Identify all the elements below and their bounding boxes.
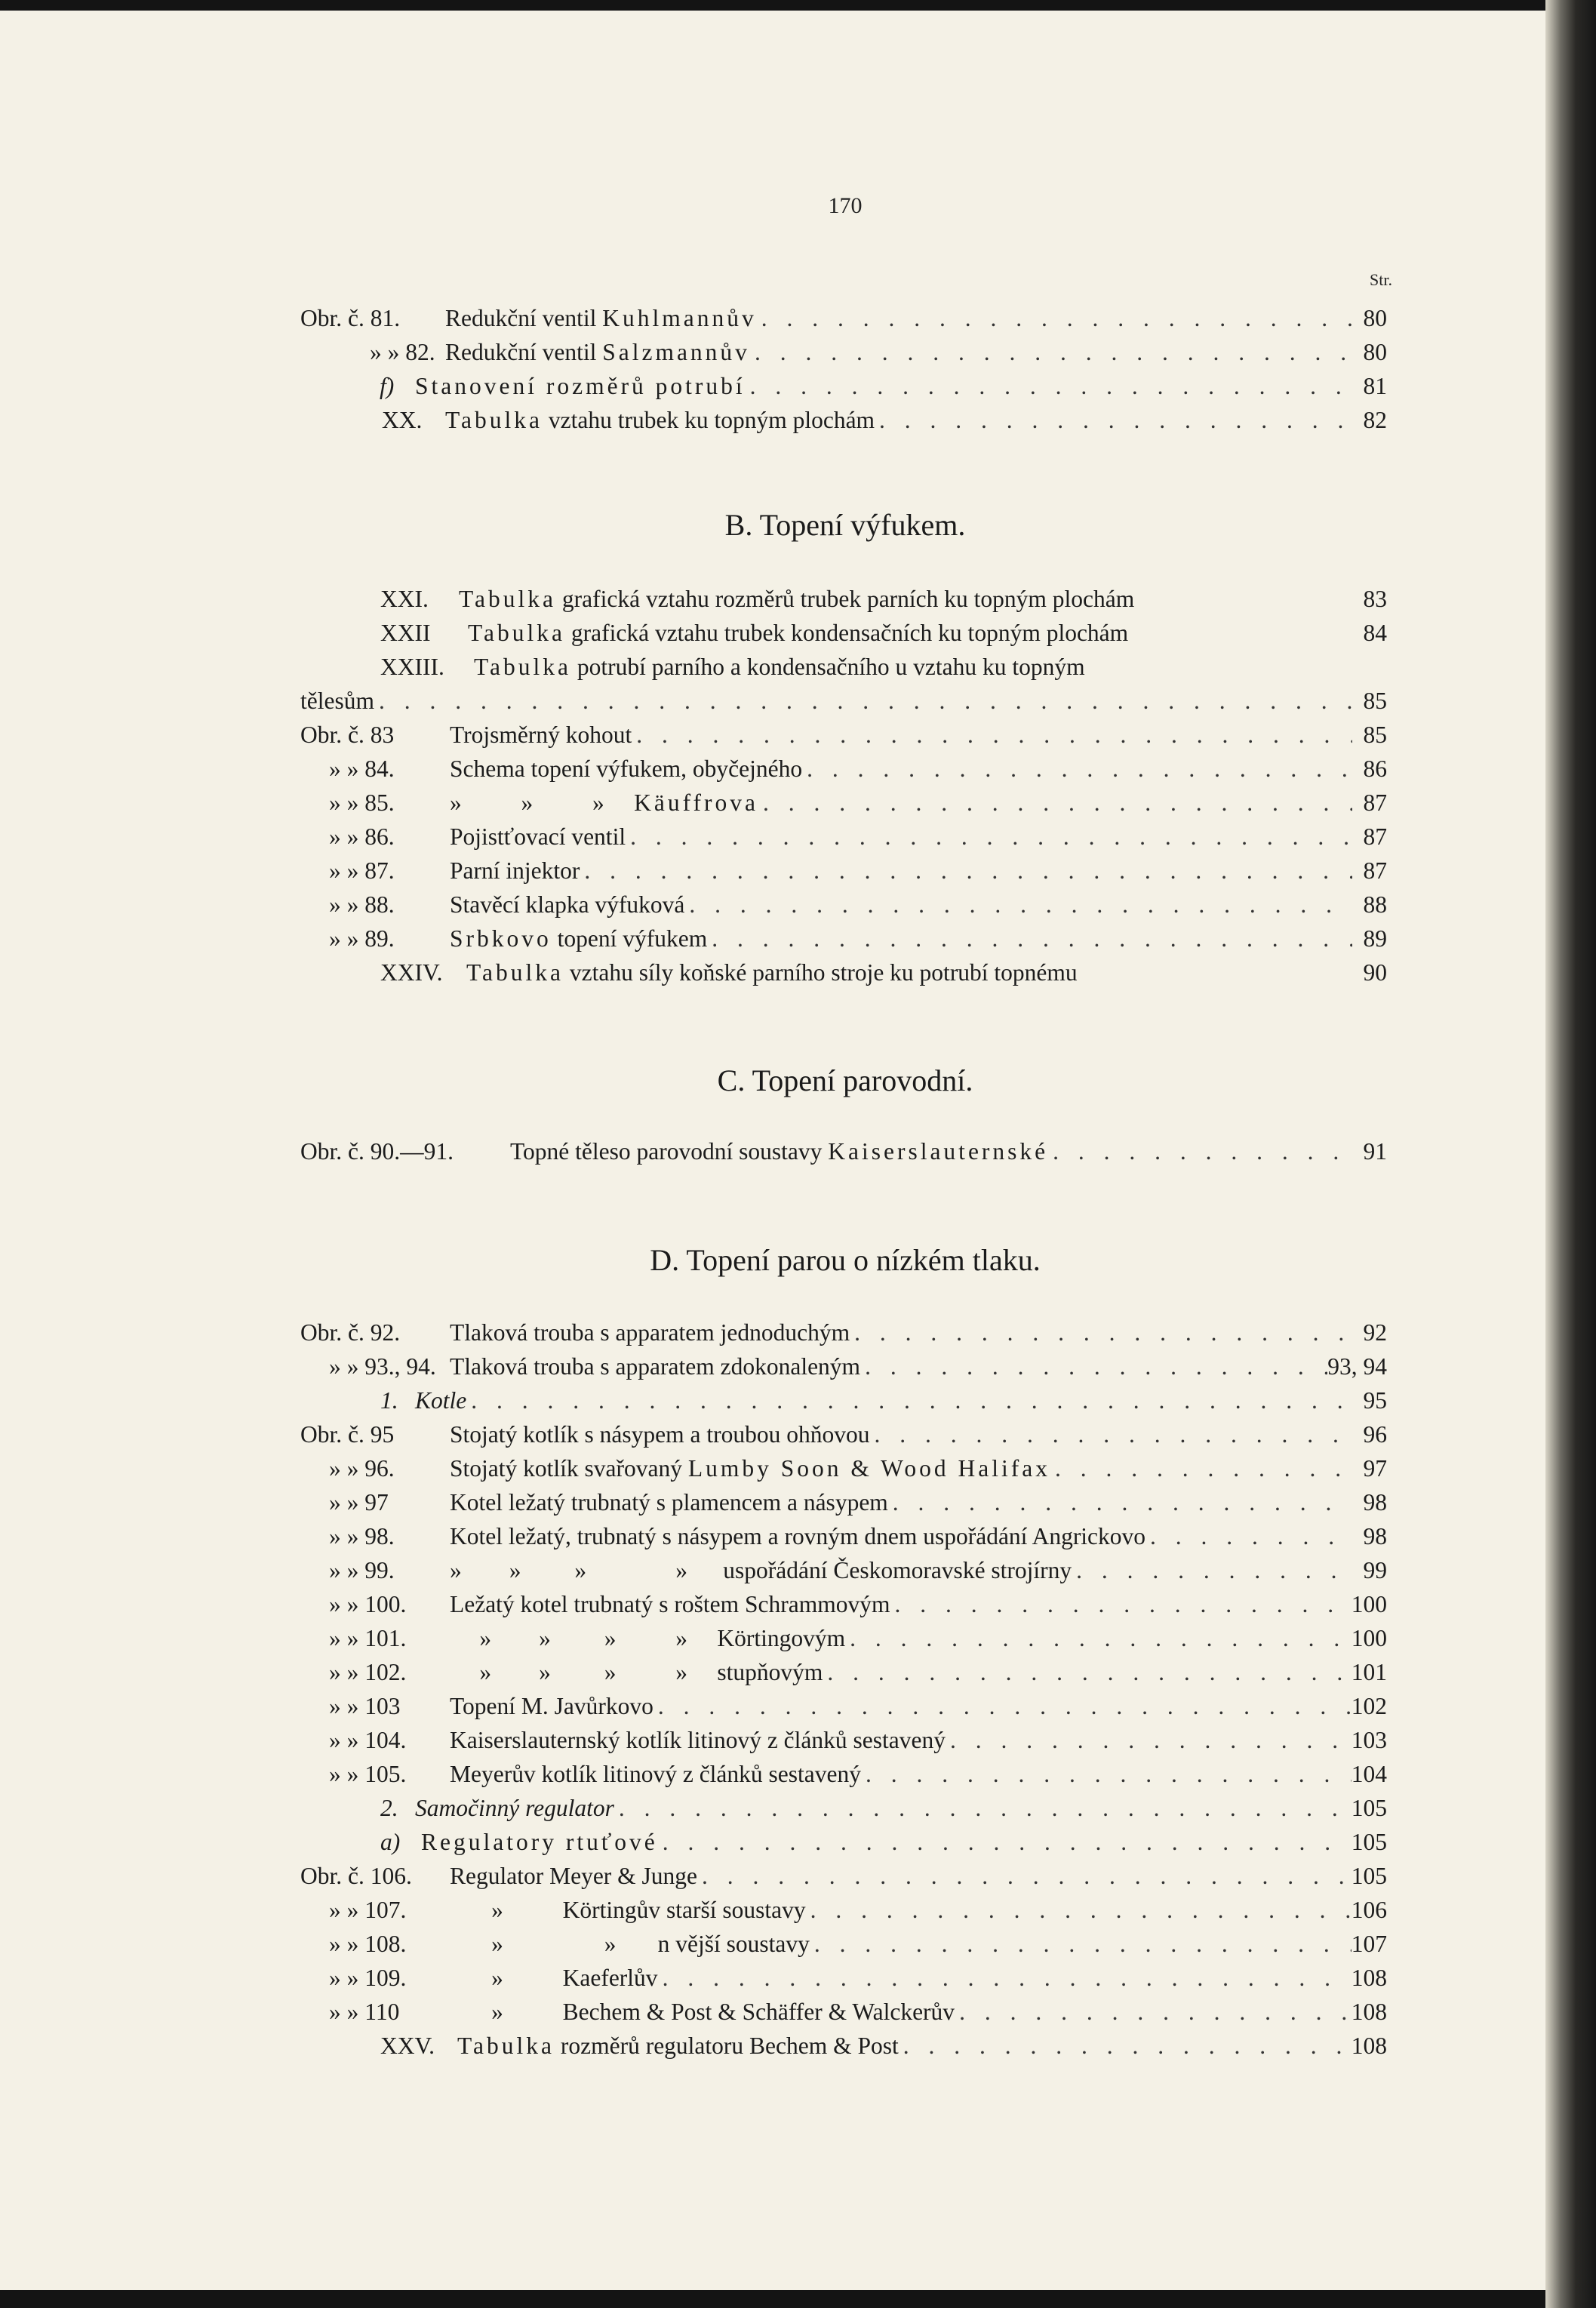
entry-prefix: » » 99.: [329, 1557, 395, 1583]
toc-entry: [300, 922, 1387, 956]
entry-prefix: XXIII.: [380, 654, 444, 680]
entry-prefix: tělesům: [300, 688, 374, 714]
page-number: 170: [828, 193, 863, 218]
leader-dots: [823, 1656, 1351, 1689]
entry-prefix: » » 87.: [329, 857, 395, 884]
entry-page: 83: [1363, 586, 1387, 612]
entry-page: 87: [1363, 823, 1387, 850]
entry-prefix: Obr. č. 106.: [300, 1863, 412, 1889]
leader-dots: [860, 1350, 1327, 1383]
entry-prefix: » » 107.: [329, 1897, 407, 1923]
entry-text: rozměrů regulatoru Bechem & Post: [555, 2033, 899, 2059]
entry-page: 93, 94: [1327, 1353, 1387, 1380]
entry-text: Schema topení výfukem, obyčejného: [450, 755, 803, 782]
entry-prefix: » » 102.: [329, 1659, 407, 1685]
entry-text-spaced: Regulatory rtuťové: [421, 1829, 658, 1855]
entry-text-spaced: Kaiserslauternské: [828, 1138, 1049, 1165]
entry-prefix: » » 82.: [370, 339, 435, 365]
entry-prefix: Obr. č. 92.: [300, 1319, 401, 1346]
page-column-label: Str.: [1370, 270, 1392, 289]
toc-entry: [300, 1384, 1387, 1417]
entry-prefix: f): [380, 373, 395, 399]
toc-entry: [300, 1758, 1387, 1791]
toc-entry: [300, 1135, 1387, 1168]
leader-dots: [697, 1860, 1352, 1893]
entry-page: 108: [1351, 1965, 1387, 1991]
leader-dots: [810, 1928, 1352, 1961]
toc-entry: [300, 820, 1387, 854]
entry-text-spaced: Lumby Soon & Wood Halifax: [687, 1455, 1050, 1482]
leader-dots: [746, 370, 1352, 403]
entry-text: » Bechem & Post & Schäffer & Walckerův: [450, 1999, 955, 2025]
entry-page: 80: [1363, 305, 1387, 331]
entry-text: Stojatý kotlík svařovaný: [450, 1455, 688, 1482]
leader-dots: [1048, 1135, 1352, 1168]
entry-prefix: » » 84.: [329, 755, 395, 782]
toc-entry: [300, 1656, 1387, 1689]
entry-prefix: » » 97: [329, 1489, 389, 1516]
entry-page: 90: [1363, 959, 1387, 986]
entry-text-italic: Kotle: [415, 1387, 467, 1414]
toc-entry: [300, 302, 1387, 335]
entry-prefix: » » 96.: [329, 1455, 395, 1482]
entry-text-italic: Samočinný regulator: [415, 1795, 614, 1821]
entry-prefix: » » 100.: [329, 1591, 407, 1617]
leader-dots: [626, 820, 1352, 854]
toc-entry: [300, 1792, 1387, 1825]
toc-entry: [300, 1316, 1387, 1349]
entry-prefix: Obr. č. 95: [300, 1421, 395, 1448]
entry-page: 87: [1363, 857, 1387, 884]
entry-text: Redukční ventil: [445, 339, 603, 365]
entry-prefix: 1.: [380, 1387, 398, 1414]
entry-text-spaced: Tabulka: [474, 654, 572, 680]
entry-text: Pojistťovací ventil: [450, 823, 626, 850]
leader-dots: [580, 854, 1352, 888]
toc-entry: [300, 1418, 1387, 1451]
toc-entry: [300, 1622, 1387, 1655]
entry-page: 84: [1363, 620, 1387, 646]
toc-entry: [300, 1962, 1387, 1995]
section-heading-c: C. Topení parovodní.: [717, 1063, 973, 1097]
leader-dots: [845, 1622, 1352, 1655]
entry-page: 82: [1363, 407, 1387, 433]
leader-dots: [750, 336, 1352, 369]
toc-entry: [300, 651, 1387, 684]
leader-dots: [1145, 1520, 1352, 1553]
leader-dots: [802, 752, 1352, 786]
entry-text: Tlaková trouba s apparatem jednoduchým: [450, 1319, 850, 1346]
entry-text-spaced: Tabulka: [445, 407, 543, 433]
toc-entry: [300, 2030, 1387, 2063]
entry-prefix: XXV.: [380, 2033, 435, 2059]
leader-dots: [890, 1588, 1352, 1621]
leader-dots: [875, 404, 1352, 437]
entry-prefix: » » 88.: [329, 891, 395, 918]
entry-prefix: XXIV.: [380, 959, 443, 986]
entry-page: 89: [1363, 925, 1387, 952]
leader-dots: [614, 1792, 1352, 1825]
toc-entry: [300, 583, 1387, 616]
entry-page: 92: [1363, 1319, 1387, 1346]
leader-dots: [869, 1418, 1352, 1451]
entry-text: Ležatý kotel trubnatý s roštem Schrammovým: [450, 1591, 890, 1617]
leader-dots: [946, 1724, 1352, 1757]
toc-entry: [300, 370, 1387, 403]
entry-text: » » n vější soustavy: [450, 1931, 810, 1957]
entry-page: 105: [1351, 1795, 1387, 1821]
entry-page: 100: [1351, 1625, 1387, 1651]
entry-prefix: » » 98.: [329, 1523, 395, 1549]
entry-text: Parní injektor: [450, 857, 580, 884]
toc-entry: [300, 888, 1387, 922]
entry-prefix: XX.: [382, 407, 423, 433]
entry-text: Stavěcí klapka výfuková: [450, 891, 685, 918]
toc-entry: [300, 617, 1387, 650]
toc-entry: [300, 1690, 1387, 1723]
toc-entry: [300, 854, 1387, 888]
entry-prefix: » » 103: [329, 1693, 401, 1719]
entry-prefix: XXII: [380, 620, 431, 646]
entry-text-spaced: Salzmannův: [602, 339, 750, 365]
entry-text: Redukční ventil: [445, 305, 603, 331]
toc-entry: [300, 1894, 1387, 1927]
entry-page: 103: [1351, 1727, 1387, 1753]
entry-text-spaced: Srbkovo: [450, 925, 552, 952]
leader-dots: [707, 922, 1352, 956]
toc-entry: [300, 336, 1387, 369]
entry-text-spaced: Tabulka: [457, 2033, 555, 2059]
leader-dots: [1050, 1452, 1352, 1485]
entry-text-spaced: Tabulka: [466, 959, 564, 986]
toc-entry: [300, 1588, 1387, 1621]
entry-prefix: a): [380, 1829, 401, 1855]
entry-prefix: » » 105.: [329, 1761, 407, 1787]
entry-page: 100: [1351, 1591, 1387, 1617]
entry-text: Topné těleso parovodní soustavy: [510, 1138, 829, 1165]
entry-page: 98: [1363, 1523, 1387, 1549]
entry-page: 85: [1363, 688, 1387, 714]
entry-page: 105: [1351, 1829, 1387, 1855]
toc-entry: [300, 1486, 1387, 1519]
entry-prefix: 2.: [380, 1795, 398, 1821]
entry-text: Kotel ležatý trubnatý s plamencem a násypem: [450, 1489, 888, 1516]
leader-dots: [861, 1758, 1352, 1791]
leader-dots: [632, 719, 1352, 752]
toc-entry: [300, 1928, 1387, 1961]
entry-text-spaced: Stanovení rozměrů potrubí: [415, 373, 746, 399]
leader-dots: [806, 1894, 1352, 1927]
entry-page: 95: [1363, 1387, 1387, 1414]
toc-entry: [300, 1554, 1387, 1587]
entry-page: 108: [1351, 1999, 1387, 2025]
entry-page: 106: [1351, 1897, 1387, 1923]
leader-dots: [955, 1996, 1352, 2029]
toc-entry: [300, 719, 1387, 752]
entry-text: Meyerův kotlík litinový z článků sestavený: [450, 1761, 862, 1787]
entry-page: 85: [1363, 722, 1387, 748]
entry-text: potrubí parního a kondensačního u vztahu ku topným: [571, 654, 1085, 680]
entry-page: 88: [1363, 891, 1387, 918]
entry-text: Kotel ležatý, trubnatý s násypem a rovným dnem uspořádání Angrickovo: [450, 1523, 1146, 1549]
entry-prefix: XXI.: [380, 586, 429, 612]
entry-text: Tlaková trouba s apparatem zdokonaleným: [450, 1353, 861, 1380]
entry-prefix: » » 110: [329, 1999, 400, 2025]
entry-text: grafická vztahu rozměrů trubek parních ku topným plochám: [556, 586, 1135, 612]
leader-dots: [888, 1486, 1352, 1519]
leader-dots: [899, 2030, 1352, 2063]
toc-entry: [300, 1724, 1387, 1757]
entry-text: topení výfukem: [551, 925, 708, 952]
toc-entry: [300, 685, 1387, 718]
entry-page: 98: [1363, 1489, 1387, 1516]
entry-page: 108: [1351, 2033, 1387, 2059]
entry-page: 87: [1363, 789, 1387, 816]
entry-text: Trojsměrný kohout: [450, 722, 632, 748]
toc-entry: [300, 956, 1387, 989]
leader-dots: [658, 1826, 1352, 1859]
entry-page: 81: [1363, 373, 1387, 399]
entry-text: Stojatý kotlík s násypem a troubou ohňovou: [450, 1421, 870, 1448]
page-edge-shadow: [1545, 0, 1596, 2308]
entry-page: 105: [1351, 1863, 1387, 1889]
entry-page: 80: [1363, 339, 1387, 365]
entry-text-spaced: Kuhlmannův: [602, 305, 757, 331]
leader-dots: [658, 1962, 1352, 1995]
entry-page: 86: [1363, 755, 1387, 782]
entry-prefix: » » 104.: [329, 1727, 407, 1753]
entry-text: » » » » uspořádání Českomoravské strojírny: [450, 1557, 1072, 1583]
leader-dots: [757, 302, 1352, 335]
entry-prefix: » » 89.: [329, 925, 395, 952]
leader-dots: [466, 1384, 1352, 1417]
entry-prefix: » » 85.: [329, 789, 395, 816]
entry-text: » » » » stupňovým: [450, 1659, 823, 1685]
entry-page: 102: [1351, 1693, 1387, 1719]
leader-dots: [374, 685, 1352, 718]
entry-prefix: » » 101.: [329, 1625, 407, 1651]
entry-text-spaced: Tabulka: [468, 620, 566, 646]
entry-page: 104: [1351, 1761, 1387, 1787]
entry-text: » Kaeferlův: [450, 1965, 658, 1991]
entry-text: Topení M. Javůrkovo: [450, 1693, 653, 1719]
entry-text: vztahu síly koňské parního stroje ku potrubí topnému: [564, 959, 1078, 986]
entry-text: » » »: [450, 789, 635, 816]
entry-text-spaced: Tabulka: [459, 586, 557, 612]
leader-dots: [758, 786, 1352, 820]
section-heading-d: D. Topení parou o nízkém tlaku.: [650, 1243, 1041, 1277]
toc-entry: [300, 752, 1387, 786]
entry-prefix: » » 108.: [329, 1931, 407, 1957]
entry-page: 99: [1363, 1557, 1387, 1583]
entry-page: 91: [1363, 1138, 1387, 1165]
section-heading-b: B. Topení výfukem.: [724, 508, 966, 542]
entry-text: » » » » Körtingovým: [450, 1625, 846, 1651]
entry-prefix: » » 93., 94.: [329, 1353, 436, 1380]
toc-entry: [300, 786, 1387, 820]
toc-entry: [300, 1996, 1387, 2029]
entry-page: 97: [1363, 1455, 1387, 1482]
leader-dots: [684, 888, 1352, 922]
toc-entry: [300, 1520, 1387, 1553]
entry-text: Regulator Meyer & Junge: [450, 1863, 698, 1889]
entry-prefix: » » 86.: [329, 823, 395, 850]
leader-dots: [850, 1316, 1352, 1349]
toc-entry: [300, 1350, 1387, 1383]
toc-entry: [300, 1860, 1387, 1893]
leader-dots: [1072, 1554, 1352, 1587]
entry-text: grafická vztahu trubek kondensačních ku topným plochám: [565, 620, 1129, 646]
entry-text: vztahu trubek ku topným plochám: [543, 407, 875, 433]
entry-page: 107: [1351, 1931, 1387, 1957]
entry-text-spaced: Käuffrova: [634, 789, 758, 816]
leader-dots: [653, 1690, 1352, 1723]
toc-entry: [300, 1452, 1387, 1485]
toc-entry: [300, 404, 1387, 437]
entry-prefix: » » 109.: [329, 1965, 407, 1991]
toc-entry: [300, 1826, 1387, 1859]
entry-page: 96: [1363, 1421, 1387, 1448]
entry-prefix: Obr. č. 81.: [300, 305, 401, 331]
entry-page: 101: [1351, 1659, 1387, 1685]
entry-prefix: Obr. č. 90.—91.: [300, 1138, 454, 1165]
entry-text: Kaiserslauternský kotlík litinový z článků sestavený: [450, 1727, 946, 1753]
entry-prefix: Obr. č. 83: [300, 722, 395, 748]
entry-text: » Körtingův starší soustavy: [450, 1897, 806, 1923]
